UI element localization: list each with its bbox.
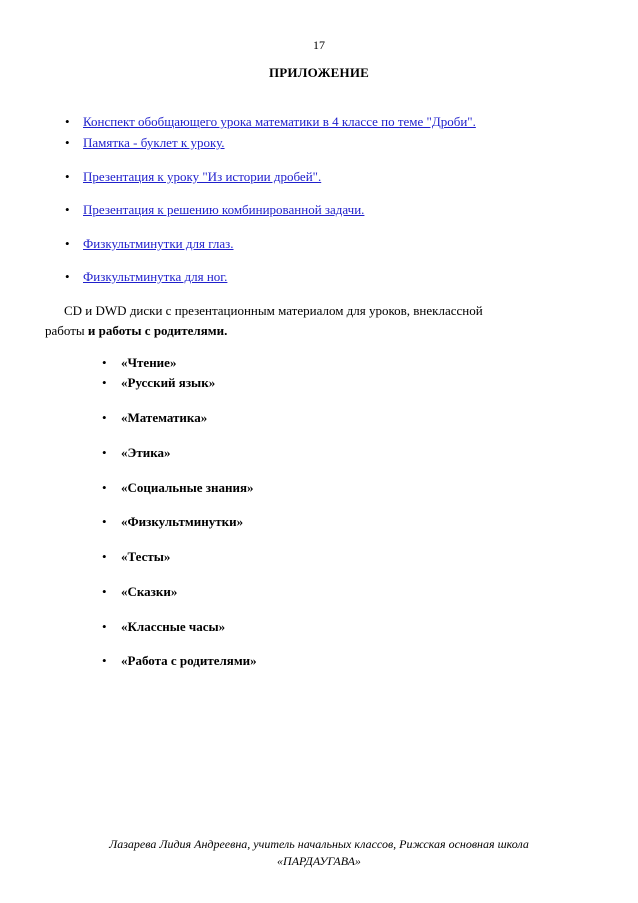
cd-item-label: «Работа с родителями»: [121, 653, 257, 668]
link-task-presentation[interactable]: Презентация к решению комбинированной задачи.: [83, 202, 365, 217]
bullet-icon: •: [65, 114, 70, 129]
cd-description-paragraph: [45, 301, 565, 341]
page-footer: [0, 836, 638, 870]
cd-item-label: «Русский язык»: [121, 375, 216, 390]
bullet-icon: •: [102, 653, 107, 668]
link-leg-exercise[interactable]: Физкультминутка для ног.: [83, 269, 228, 284]
link-history-presentation[interactable]: Презентация к уроку "Из истории дробей".: [83, 169, 322, 184]
cd-item-label: «Этика»: [121, 445, 171, 460]
paragraph-text: работы: [45, 323, 85, 338]
bullet-icon: •: [102, 355, 107, 370]
page-number: 17: [313, 38, 325, 52]
bullet-icon: •: [65, 202, 70, 217]
bullet-icon: •: [102, 410, 107, 425]
paragraph-line: CD и DWD диски с презентационным материалом для уроков, внеклассной: [64, 303, 483, 318]
link-lesson-summary[interactable]: Конспект обобщающего урока математики в 4 классе по теме "Дроби".: [83, 114, 476, 129]
bullet-icon: •: [102, 549, 107, 564]
paragraph-bold-text: и работы с родителями.: [84, 323, 228, 338]
cd-item-label: «Тесты»: [121, 549, 171, 564]
bullet-icon: •: [102, 445, 107, 460]
bullet-icon: •: [102, 480, 107, 495]
cd-item-label: «Сказки»: [121, 584, 178, 599]
footer-author-line: Лазарева Лидия Андреевна, учитель начальных классов, Рижская основная школа: [109, 837, 529, 851]
bullet-icon: •: [65, 169, 70, 184]
link-eye-exercises[interactable]: Физкультминутки для глаз.: [83, 236, 234, 251]
paragraph-line: [45, 321, 565, 341]
bullet-icon: •: [65, 135, 70, 150]
link-booklet[interactable]: Памятка - буклет к уроку.: [83, 135, 225, 150]
cd-item-label: «Социальные знания»: [121, 480, 254, 495]
cd-item-label: «Классные часы»: [121, 619, 226, 634]
bullet-icon: •: [65, 269, 70, 284]
bullet-icon: •: [102, 375, 107, 390]
cd-item-label: «Математика»: [121, 410, 208, 425]
page-title: ПРИЛОЖЕНИЕ: [268, 65, 370, 80]
bullet-icon: •: [102, 584, 107, 599]
bullet-icon: •: [102, 619, 107, 634]
bullet-icon: •: [65, 236, 70, 251]
bullet-icon: •: [102, 514, 107, 529]
cd-item-label: «Чтение»: [121, 355, 177, 370]
footer-school-line: «ПАРДАУГАВА»: [277, 854, 361, 868]
cd-item-label: «Физкультминутки»: [121, 514, 244, 529]
